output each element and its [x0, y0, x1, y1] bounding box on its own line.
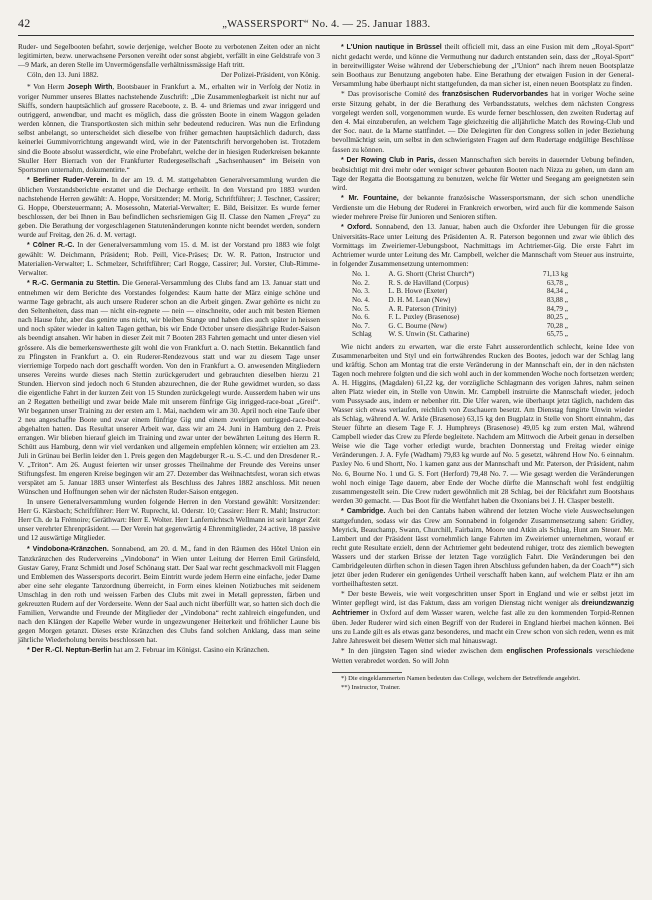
page-number: 42: [18, 16, 31, 30]
crew-row: [350, 279, 570, 288]
article-body: Die General-Versammlung des Clubs fand am 13. Januar statt und entnehmen wir dem Berichte des Vorstandes folgendes: Kaum hatte der März einige schöne und warme Tage gebracht, als auch unsere Ruderer schon an die Arbeit gingen. Zwar gehörte es nicht zu den Seltenheiten, dass man — nicht ein-regnete — nein — einschneite, oder auch mit besten Riemen nach Hause fuhr, aber das genirte uns nicht, wir bleiben Stange und haben dies auch später in heissen und noch später wieder in kalten Tagen gethan, bis wir Ende October unsere diesjährige Ruder-Saison als beendigt ansahen. Wir haben in dieser Zeit mit 7 Booten 283 Fahrten gemacht und unter diesen viel grössere. Als die bemerkenswertheste gilt wohl die von Frankfurt a. O. nach Stettin. Bekanntlich fand zu Pfingsten in Frankfurt a. O. ein Ruderer-Rendezvous statt und war zu diesem Tage unser vierriemige Torpedo nach dort geschafft worden. Von den in Frankfurt a. O. anwesenden Mitgliedern unseres Vereins wurde dieses nach Stettin zurückgerudert und gebrauchten dieselben hierzu 21 Stunden. Hiervon sind jedoch noch 6 Stunden abzurechnen, die der Ruhe gewidmet wurden, so dass die eigentliche Fahrt in der kurzen Zeit von 15 Stunden zurückgelegt wurde. Ausserdem haben wir uns an 2 Regatten betheiligt und zwar beide Male mit unserem fünfrige Gig inrigged-race-boat „Greif“. Wir begannen unser Training zu der ersten am 1. Mai, nachdem wir am 30. April noch eine Taufe über 2 neu angeschaffte Boote und zwar einem fünfrige Gig und einem zweirigen outrigged-race-boat abgehalten hatten. Das Resultat unserer Arbeit war, dass wir am 24. Juni in Hamburg den 2. Preis errangen. Wir blieben hierauf gleich im Training und zwar unter der bewährten Leitung des Herrn R. Schütt aus Hamburg, denn wir viel verdanken und allgemein empfehlen können; wir erzielten am 23. Juli in Grünau bei Berlin leider den 1. Preis gegen den Magdeburger R.-u. S.-C. und den Dresdener R.-V. „Triton“. Am 26. August feierten wir unser grosses Theilnahme der Freunde des Vereins unser Stiftungsfest. Im engeren Kreise begingen wir am 27. Dezember das Weihnachtsfest, woran sich etwas verspätet am 5. Januar 1883 unser Winterfest als Beschluss des Jahres 1882 anschloss. Mit neuen Wünschen und Hoffnungen sehen wir der nächsten Ruder-Saison entgegen.: [18, 278, 320, 497]
header-rule: [18, 35, 634, 36]
article-body: Auch bei den Cantabs haben während der letzten Woche viele Auswechselungen stattgefunden, sodass wir das Crew am Sonnabend in folgender Zusammensetzung sahen: Gridley, Meyrick, Beauchamp, Swann, Churchill, Fairbairn, Moore und Atkin als Schlag, Hunt am Steuer. Mr. Lambert und der Präsident lässt vornehmlich lange Fahrten im Zweiriemer unternehmen, worauf er recht gute Resultate erzielt, denn der Achtriemer geht bedeutend ruhiger, trotz des ziemlich bewegten Wassers und der starken Brisse der letzten Tage vorzüglich Fahrt. Die Veränderungen bei den Cambridgeleuten dürften schon in diesen Tagen ihren Abschluss gefunden haben, da der Coach**) sich jetzt über jeden Ruderer ein genügendes Urtheil verschafft haben kann, auf welchem Platz er ihn am vortheilhaftesten setzt.: [332, 505, 634, 589]
crew-row: [350, 313, 570, 322]
footnote-college: *) Die eingeklammerten Namen bedeuten das College, welchem der Betreffende angehört.: [341, 674, 580, 682]
article-heading: * Mr. Fountaine,: [341, 194, 399, 202]
crew-position: No. 7.: [352, 321, 370, 330]
article-body: Sonnabend, am 20. d. M., fand in den Räumen des Hôtel Union ein Tanzkränzchen des Rudervereins „Vindobona“ in Wien unter Leitung der Herren Emil Grünsfeld, Gustav Garey, Franz Schmidt und Josef Schönaug statt. Der Saal war recht geschmackvoll mit Flaggen und Emblemen des Wassersports decorirt. Beim Eintritt wurde jedem Herrn eine einfache, jeder Dame aber eine sehr elegante Tanzordnung überreicht, in Form eines kleinen Notizbuches mit seidenem Umschlag in den roth und weissen Farben des Clubs mit zwei in Metall gepressten, färben und gekreuzten Rudern auf der Vorderseite. Wenn der Saal auch nicht überfüllt war, so hatten sich doch die Familien, Verwandte und Freunde der Mitglieder der „Vindobona“ recht zahlreich eingefunden, und nach den Klängen der Kapelle Weber wurde in ungezwungener Heiterkeit und fröhlicher Laune bis gegen Morgen getanzt. Dieses erste Kränzchen des Clubs fand solchen Anklang, dass man seine jährliche Wiederholung bereits beschlossen hat.: [18, 543, 320, 644]
crew-row: [350, 287, 570, 296]
crew-row: [350, 330, 570, 339]
crew-row: [350, 270, 570, 279]
crew-weight: 70,28 „: [546, 321, 568, 330]
footnote-coach: **) Instructor, Trainer.: [341, 683, 401, 691]
crew-position: Schlag: [352, 330, 372, 339]
article-body: Sonnabend, den 13. Januar, haben auch die Oxforder ihre Uebungen für die grosse Universitäts-Race unter Leitung des Präsidenten A. R. Paterson begonnen und zwar wie üblich des Vormittags im Zweiriemer-Uebungsboot, Nachmittags im Achtriemer-Gig. Die erste Fahrt im Achtriemer wurde unter Leitung des Mr. Campbell, welcher die Mannschaft vom Steuer aus instruirte, in folgender Zusammensetzung unternommen:: [332, 221, 634, 269]
crew-weight: 83,88 „: [546, 295, 568, 304]
article-union-nautique: [332, 42, 634, 88]
police-ordinance-text: Ruder- und Segelbooten befahrt, sowie derjenige, welcher Boote zu verbotenen Zeiten oder an nicht legitimirten, bezw. unerwachsene Personen vereiht oder sonst abgiebt, verfällt in eine Geldstrafe von 3—9 Mark, an deren Stelle im Unvermögensfalle verhältnissmässige Haft tritt.: [18, 42, 320, 70]
article-body: theilt officiell mit, dass an eine Fusion mit dem „Royal-Sport“ nicht gedacht werde, und könne die Vermuthung nur dadurch entstanden sein, dass der „Royal-Sport“ in bereitwilligster Weise während der Ueberschiebung der „l'Union“ nach ihrem neuen Bootsplatze sein Boothaus zur Benutzung angeboten habe. Eine Berathung der etwaigen Fusion in der General-Versammlung habe überhaupt nicht stattgefunden, da man sicher ist, einen neuen Bootsplatz zu finden.: [332, 42, 634, 89]
left-column: [18, 42, 320, 693]
article-wirth: [18, 82, 320, 173]
crew-name: G. C. Bourne (New): [388, 321, 447, 330]
article-heading: * Oxford.: [341, 223, 373, 231]
article-french-federation: [332, 89, 634, 153]
crew-position: No. 2.: [352, 278, 370, 287]
article-heading: Joseph Wirth: [67, 84, 113, 92]
article-heading: * Der R.-Cl. Neptun-Berlin: [27, 647, 112, 655]
page-header: [18, 16, 634, 31]
article-heading: französischen Rudervorbandes: [438, 91, 548, 99]
article-lead: * Von Herrn: [27, 82, 65, 92]
article-oxford: [332, 222, 634, 268]
article-neptun: [18, 645, 320, 655]
crew-name: A. R. Paterson (Trinity): [388, 304, 457, 313]
crew-weight: 71,13 kg: [542, 270, 568, 279]
article-body: * Der beste Beweis, wie weit vorgeschritten unser Sport in England und wie er selbst jetzt im Winter gepflegt wird, ist das Faktum, dass am vorigen Dienstag nicht weniger als: [332, 589, 634, 608]
article-fountaine: [332, 193, 634, 221]
crew-weight: 84,79 „: [546, 304, 568, 313]
crew-position: No. 1.: [352, 270, 370, 279]
footnote-rule: [332, 672, 402, 673]
article-vindobona: [18, 544, 320, 645]
crew-position: No. 4.: [352, 295, 370, 304]
crew-position: No. 5.: [352, 304, 370, 313]
article-emphasis: dreiundzwanzig Achtriemer: [332, 600, 634, 618]
article-lead: * In den jüngsten Tagen sind wieder zwischen dem: [341, 646, 503, 656]
article-heading: * L'Union nautique in Brüssel: [341, 44, 442, 51]
article-body: der bekannte französische Wassersportsmann, der sich schon unendliche Verdienste um die Hebung der Ruderei in Frankreich erworben, wird auch für die kommende Saison wieder mehrere Preise für Junioren und Senioren stiften.: [332, 192, 634, 221]
crew-name: L. B. Howe (Exeter): [388, 287, 448, 296]
article-body: verschiedene Wetten verabredet worden. So will John: [332, 646, 634, 666]
article-body: In der am 19. d. M. stattgehabten Generalversammlung wurden die üblichen Vorstandsberichte erstattet und die Decharge ertheilt. In den Vorstand pro 1883 wurden nachstehende Herren gewählt: A. Hoppe, Vorsitzender; M. Morig, Schriftführer; J. Teschner, Cassirer; G. Hoppe, Obersteuermann; A. Mosessohn, Material-Verwalter; E. Bild, Beisitzer. Es wurde ferner beschlossen, der bei Ihnen in Bau befindlichen sechsriemigen Gig II. Classe den Namen „Freya“ zu geben. Die Berathung der vorgeschlagenen Statutenänderungen konnte nicht beendet werden, sondern wurde auf Freitag, den 26. d. M. vertagt.: [18, 174, 320, 239]
article-body: hat in voriger Woche seine erste Sitzung gehabt, in der die Berathung des Verbandsstatuts, welches dem nächsten Congress vorgelegt werden soll, vorgenommen wurde. Es wurde ferner beschlossen, den zweiten Rudertag auf den 4. Mai einzuberufen, an welchem Tage gleichzeitig die alljährliche Match des Rowing-Club und der Soc. naut. de la Marne stattfindet. — Die Delegirten für den Congress sollen in jeder Beziehung bevollmächtigt sein, um selbst in den schwierigsten Fragen auf dem Rudertage endgültige Beschlüsse fassen zu können.: [332, 89, 634, 154]
article-germania: [18, 278, 320, 496]
article-cambridge: [332, 506, 634, 588]
article-lead: * Das provisorische Comité des: [341, 89, 439, 99]
signature-place-date: Cöln, den 13. Juni 1882.: [27, 70, 99, 80]
article-germania-board: In unsere Generalversammlung wurden folgende Herren in den Vorstand gewählt: Vorsitzender: Herr G. Kärsbach; Schriftführer: Herr W. Ruprecht, kl. Oderstr. 10; Cassirer: Herr R. Mahl; Instructor: Herr Ch. de la Frémoire; Geräthwart: Herr E. Wolter. Herr Lanfernichtsch Wellmann ist seit langer Zeit unser verehrter Ehrenpräsident. — Der Verein hat gegenwärtig 4 Ehrenmitglieder, 24 active, 18 passive und 12 auswärtige Mitglieder.: [18, 497, 320, 543]
crew-name: D. H. M. Lean (New): [388, 295, 451, 304]
crew-name: A. G. Shortt (Christ Church*): [388, 270, 475, 279]
article-heading: * Der Rowing Club in Paris,: [341, 156, 436, 164]
masthead-title: „WASSERSPORT“ No. 4. — 25. Januar 1883.: [222, 19, 431, 30]
article-heading: englischen Professionals: [502, 648, 593, 656]
crew-weight: 63,78 „: [546, 278, 568, 287]
article-heading: * Cölner R.-C.: [27, 241, 75, 249]
article-body: dessen Mannschaften sich bereits in dauernder Uebung befinden, beabsichtigt mit drei mehr oder weniger schwer gebauten Booten nach Nizza zu gehen, um dann am Tage der Regatta die Bootsgattung zu benutzen, welche für Wetter und Seegang am geeignetsten sein wird.: [332, 154, 634, 192]
oxford-crew-table: [350, 270, 570, 339]
article-heading: * Berliner Ruder-Verein.: [27, 176, 109, 184]
crew-weight: 84,34 „: [546, 287, 568, 296]
crew-name: F. L. Puxley (Brasenose): [388, 313, 460, 322]
crew-row: [350, 322, 570, 331]
signature-name: Der Polizei-Präsident, von König.: [220, 70, 320, 80]
crew-name: W. S. Unwin (St. Catharine): [388, 330, 470, 339]
crew-row: [350, 305, 570, 314]
article-body: in Oxford auf dem Wasser waren, welche fast alle zu den kommenden Torpid-Rennen üben. Jeder Ruderer wird sich einen Begriff von der Ruderei in England hierbei machen können. Bei uns zu Lande gilt es als etwas ganz besonderes, und macht ein Crew schon von sich reden, wenn es mit Jahre Jahresweit bei diesem Wetter sich mal hinauswagt.: [332, 608, 634, 646]
article-body: , Bootsbauer in Frankfurt a. M., erhalten wir in Verfolg der Notiz in voriger Nummer unseres Blattes nachstehende Zuschrift: „Die Zusammenlegbarkeit ist nicht nur auf Skiffs, sondern hauptsächlich auf grossere Raceboote, z. B. 4- und 8riemas und zwar inriggerd und outriggerd, anwendbar, und macht es möglich, dass die grössten Boote in einem Waggon geladen werden können, die Transportkosten sich mithin sehr bedeutend reduciren. Was nun die Erfindung selbst anbelangt, so unterscheidet sich dieselbe von früher gemachten hauptsächlich dadurch, dass keinerlei Gummivorrichtung angewandt wird, wie in der Patentschrift hervorgehoben ist. Trotzdem sind die Boote absolut wasserdicht, wie eine Probefahrt, welche der in hiesigen Ruderkreisen bekannte Skuller Herr Bierrach von der Frankfurter Rudergesellschaft „Sachsenhausen“ im Beisein von Sportsmen unternahm, dokumentirte.“: [18, 82, 321, 174]
crew-name: R. S. de Havilland (Corpus): [388, 278, 469, 287]
article-body: In der Generalversammlung vom 15. d. M. ist der Vorstand pro 1883 wie folgt gewählt: W. Deichmann, Präsident; Rob. Peill, Vice-Präses; Dr. W. R. Patton, Instructor und Materialien-Verwalter; L. Schmelzer, Schriftführer; Carl Rogge, Cassirer; Jul. Vorster, Club-Rimme-Verwalter.: [18, 239, 320, 278]
article-heading: * Cambridge.: [341, 507, 386, 515]
article-heading: * R.-C. Germania zu Stettin.: [27, 280, 120, 288]
article-body: hat am 2. Februar im Königst. Casino ein Kränzchen.: [111, 645, 270, 655]
right-column: [332, 42, 634, 693]
crew-position: No. 3.: [352, 287, 370, 296]
crew-weight: 80,25 „: [546, 313, 568, 322]
article-berliner: [18, 175, 320, 239]
article-heading: * Vindobona-Kränzchen.: [27, 545, 109, 553]
article-best-proof: [332, 589, 634, 645]
article-rowing-club-paris: [332, 155, 634, 192]
article-english-professionals: [332, 646, 634, 665]
article-oxford-continued: Wie nicht anders zu erwarten, war die erste Fahrt ausserordentlich schlecht, keine Idee von Zusammenarbeiten und Styl und ein fortwährendes Rucken des Bootes, jedoch war der Schlag lang und kräftig. Schon am Montag trat die erste Veränderung in der Mannschaft ein, der in den nächsten Tagen noch mehrere folgten und die sich wohl auch in der kommenden Woche noch fortsetzen werden; A. H. Higgins, (Magdalen) 61,22 kg, der vorzügliche Schlagmann des vorigen Jahres, nahm seinen alten Platz wieder ein, in Stelle von Unwin. Mr. Campbell instruirte die Mannschaft wieder, jedoch vom Pussysade aus, indem er nebenher ritt. Die Ufer waren, wie überhaupt jetzt täglich, nachdem das Wasser sich etwas verlaufen, reichlich von Zuschauern besetzt. Am Dienstag fungirte Unwin wieder als Schlag, während A. W. Arkle (Brasenose) 63,15 kg den Bugplatz in Stelle von Shortt einnahm, das Steuer führte an diesem Tage F. J. Humphreys (Brasenose) 49,05 kg zum ersten Mal, während Campbell wieder das Crew zu Pferde begleitete. Nachdem am Mittwoch die Arbeit genau in derselben Weise wie die Tage vorher erledigt wurde, brachten Donnerstag und Freitag wieder einige Veränderungen. J. A. Fyfe (Wadham) 79,83 kg wurde auf No. 5 gesetzt, während How No. 6 einnahm. Paxley No. 6 und Shortt, No. 1 kamen ganz aus der Mannschaft und Mr. Paterson, der Präsident, nahm No. 6, Bourne No. 1 und G. S. Fort (Herford) 79,48 No. 7. — Wie gesagt werden die Veränderungen wohl noch einige Tage dauern, aber Ende der Woche dürfte die Mannschaft wohl fest endgültig zusammengestellt sein. Die Crew rudert gewöhnlich mit 28 Schlag, bei der Rückfahrt zum Bootshaus werden 30 gemacht. — Das Boot für die Wettfahrt haben die Oxonians bei J. H. Clasper bestellt.: [332, 341, 634, 505]
crew-weight: 65,75 „: [546, 330, 568, 339]
police-signature: [18, 70, 320, 79]
crew-position: No. 6.: [352, 313, 370, 322]
article-coelner: [18, 240, 320, 277]
crew-row: [350, 296, 570, 305]
